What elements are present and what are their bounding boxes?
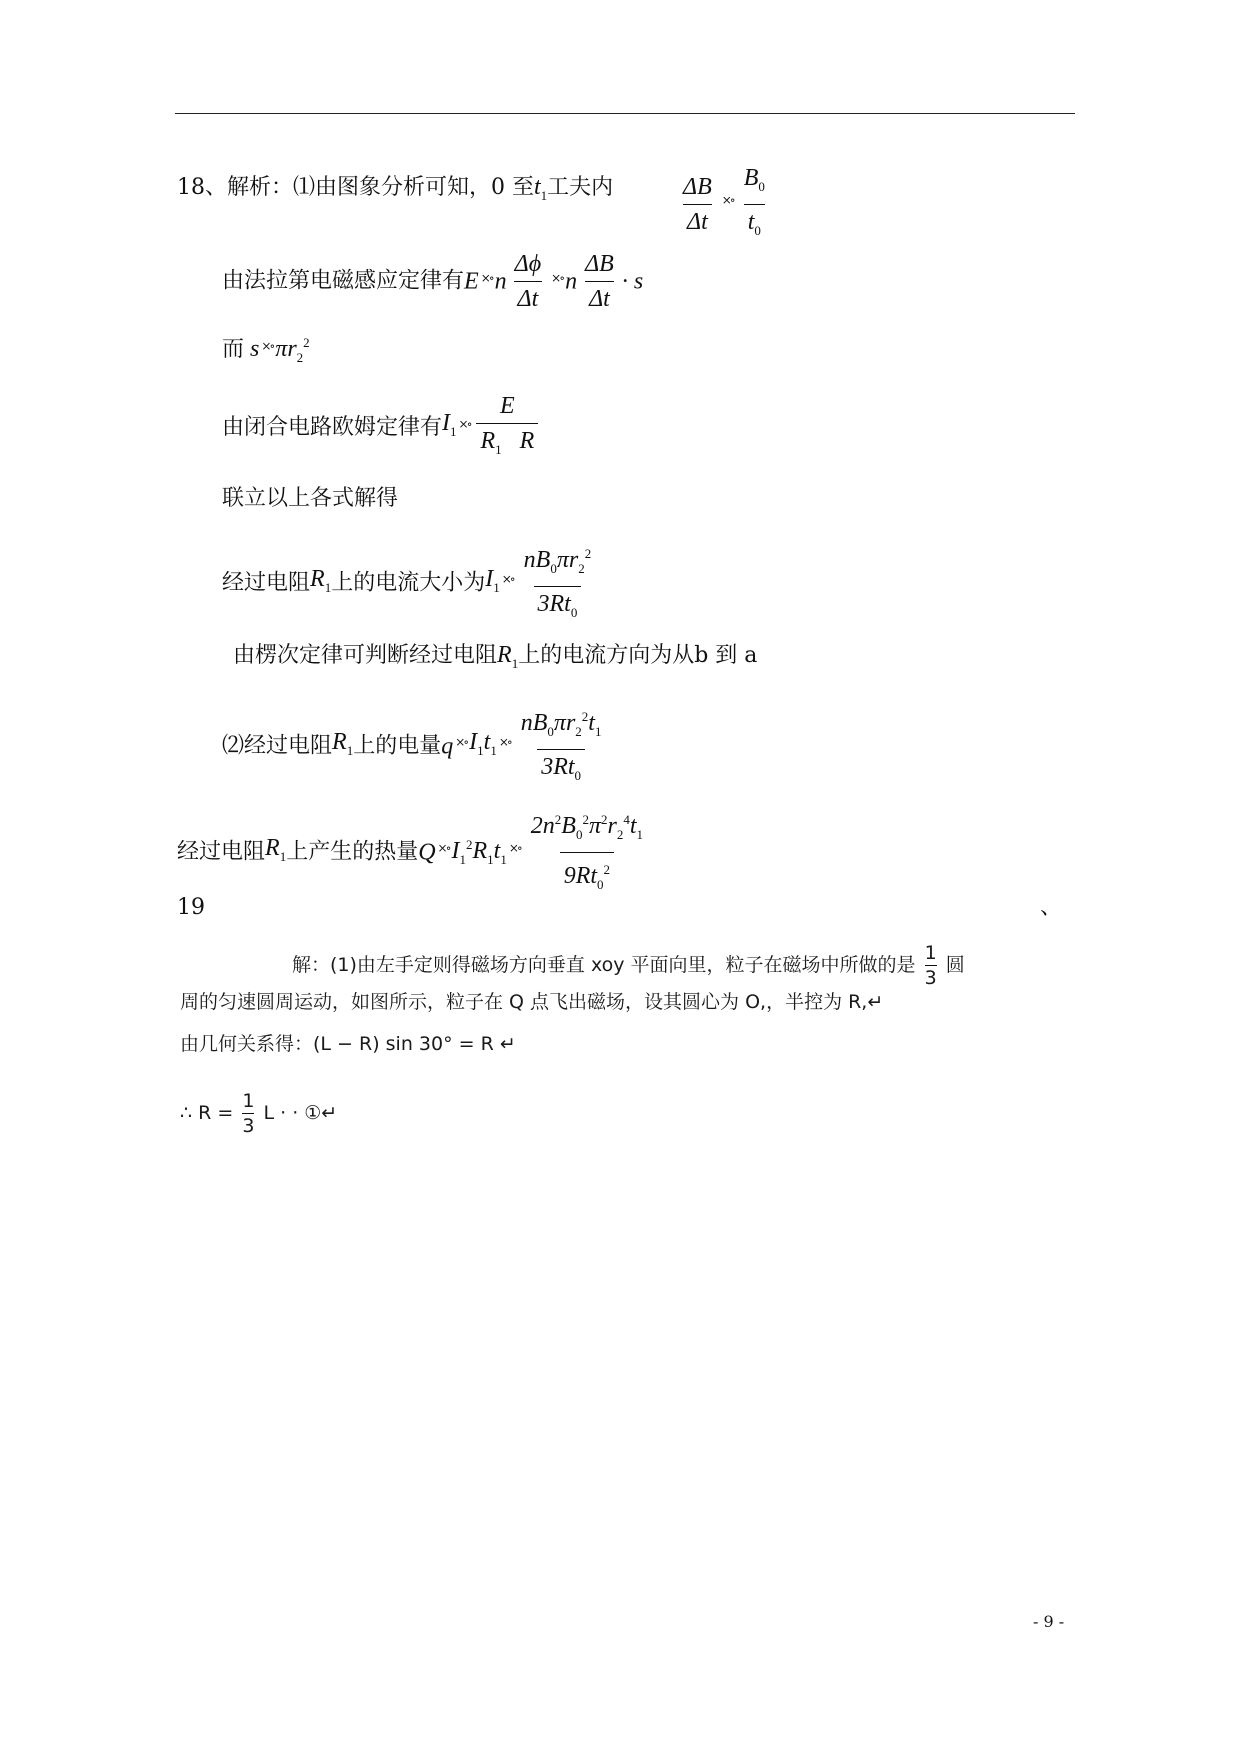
s19-para-1 — [292, 942, 965, 989]
s18-line-9: 经过电阻$R_1$上产生的热量$Q \times\circ I_1^2R_1t_1\times\circ$ $\frac{2n^2B_0^2\pi^2r_2^4t_1}{9Rt_0^2}$ — [177, 806, 651, 899]
s18-l3-prefix: 而 — [222, 337, 245, 362]
s18-l9-mid: 上产生的热量 — [286, 839, 419, 865]
s18-l1-suffix: 工夫内 — [547, 175, 614, 200]
s19-para-3: 由几何关系得：(L − R) sin 30° = R ↵ — [180, 1033, 516, 1055]
s19-para-4 — [180, 1090, 337, 1137]
s18-eq-1 — [675, 164, 773, 245]
s18-l2-prefix: 由法拉第电磁感应定律有 — [222, 268, 465, 294]
s19-p4-suffix: L · · ①↵ — [263, 1102, 338, 1124]
s18-l7-prefix: 由楞次定律可判断经过电阻 — [233, 643, 498, 668]
s18-l6-prefix: 经过电阻 — [222, 570, 311, 596]
s18-l1-var: $t_1$ — [534, 174, 548, 203]
s18-l6-mid: 上的电流大小为 — [331, 570, 486, 596]
fraction-dB-dt-2: $\frac{\Delta B}{\Delta t}$ — [585, 251, 614, 312]
s18-line-7: 由楞次定律可判断经过电阻$R_1$上的电流方向为从b 到 a — [233, 642, 758, 671]
s18-line-6: 经过电阻$R_1$上的电流大小为$I_1\times\circ$ $\frac{nB_0\pi r_2^2}{3Rt_0}$ — [222, 540, 599, 627]
fraction-dphi-dt: $\frac{\Delta\phi}{\Delta t}$ — [514, 251, 542, 312]
fraction-B0-t0: $\frac{B_0}{t_0}$ — [740, 164, 769, 245]
s18-l8-mid: 上的电量 — [353, 733, 442, 759]
header-rule — [175, 113, 1075, 114]
fraction-dB-dt: $\frac{\Delta B}{\Delta t}$ — [683, 173, 712, 235]
s18-line-8: ⑵经过电阻$R_1$上的电量$q \times\circ I_1t_1\times\circ$ $\frac{nB_0\pi r_2^2t_1}{3Rt_0}$ — [222, 703, 609, 790]
s19-p4-fraction: $\frac{1}{3}$ — [242, 1090, 255, 1137]
s18-line-1 — [177, 172, 613, 211]
s18-line-2: 由法拉第电磁感应定律有E ×∘n $\frac{\Delta\phi}{\Delta t}$ ×∘n $\frac{\Delta B}{\Delta t}$ · s — [222, 251, 644, 312]
s18-l4-prefix: 由闭合电路欧姆定律有 — [222, 414, 443, 440]
fraction-E-R: $\frac{E}{R_1 R}$ — [476, 392, 538, 464]
s19-para-2: 周的匀速圆周运动，如图所示，粒子在 Q 点飞出磁场，设其圆心为 O,，半控为 R,↵ — [180, 991, 884, 1013]
s18-l8-prefix: ⑵经过电阻 — [222, 733, 333, 759]
fraction-charge: $\frac{nB_0\pi r_2^2t_1}{3Rt_0}$ — [517, 703, 606, 790]
s19-p1-text: 解：(1)由左手定则得磁场方向垂直 xoy 平面向里，粒子在磁场中所做的是 — [292, 954, 916, 976]
s19-number: 19 — [177, 895, 205, 920]
s18-l5: 联立以上各式解得 — [222, 486, 399, 511]
s18-l1-prefix: 18、解析：⑴由图象分析可知，0 至 — [177, 175, 534, 200]
s18-line-3: 而 $s \times\circ\pi r_2^2$ — [222, 335, 310, 365]
s19-p1-end: 圆 — [945, 954, 965, 976]
s19-mark: 、 — [1040, 895, 1063, 920]
page-number: - 9 - — [1033, 1612, 1065, 1631]
s19-p1-fraction: $\frac{1}{3}$ — [924, 942, 937, 989]
s19-p4-prefix: ∴ R = — [180, 1102, 234, 1124]
s18-l9-prefix: 经过电阻 — [177, 839, 266, 865]
fraction-heat: $\frac{2n^2B_0^2\pi^2r_2^4t_1}{9Rt_0^2}$ — [527, 806, 647, 899]
s18-line-4: 由闭合电路欧姆定律有$I_1\times\circ$ $\frac{E}{R_1 R}$ — [222, 392, 542, 464]
fraction-current: $\frac{nB_0\pi r_2^2}{3Rt_0}$ — [520, 540, 596, 627]
s18-l7-suffix: 上的电流方向为从b 到 a — [518, 643, 758, 668]
equals-glyph: ×∘ — [721, 193, 734, 208]
s18-line-5 — [222, 484, 398, 514]
